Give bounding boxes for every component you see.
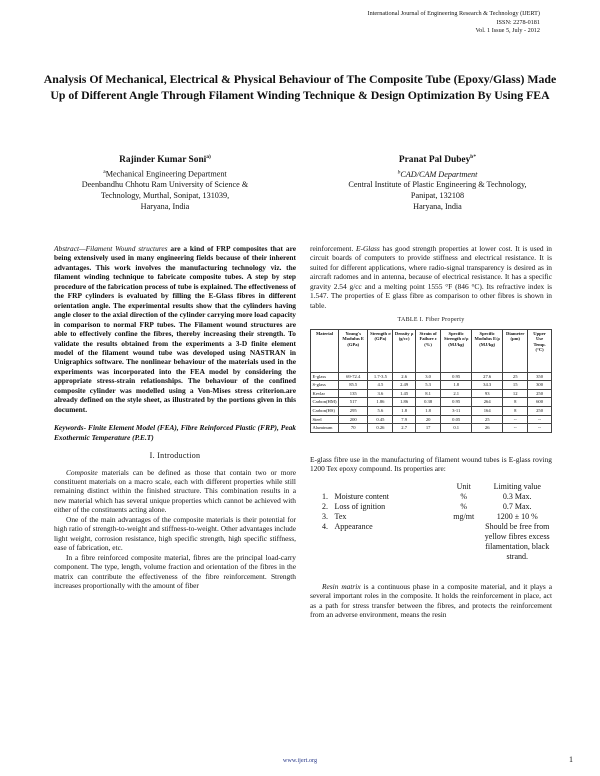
limit-header: Limiting value (493, 481, 541, 491)
table-header-cell: Upper Use Temp. (°C) (528, 329, 552, 372)
property-value: 1200 ± 10 % (496, 511, 538, 521)
author-name: Pranat Pal Dubey$^{b*}$ (398, 154, 477, 166)
table-cell: S-glass (311, 381, 339, 390)
issn: ISSN: 2278-0181 (496, 18, 540, 26)
table-cell: 17 (415, 424, 440, 433)
property-number: 1. (322, 491, 328, 501)
property-row (310, 502, 552, 512)
author-block-2 (305, 151, 570, 212)
property-unit (445, 522, 482, 562)
table-cell: 0.95 (441, 398, 472, 407)
property-name: Loss of ignition (334, 501, 386, 511)
table-row (311, 372, 552, 381)
table-cell: 2.1 (441, 389, 472, 398)
table-cell: 15 (503, 381, 528, 390)
paper-title: Analysis Of Mechanical, Electrical & Physical Behaviour of The Composite Tube (Epoxy/Glass) Made Up of Different Angle Through Filament Winding Technique & Design Optimization By Using FEA (43, 72, 557, 102)
table-cell: E-glass (311, 372, 339, 381)
table-cell: Carbon(HS) (311, 407, 339, 416)
property-name: Moisture content (334, 491, 389, 501)
property-unit: % (460, 491, 468, 501)
journal-header (368, 10, 540, 36)
table-cell: Carbon(HM) (311, 398, 339, 407)
table-header-cell: Strain of Failure ε (%) (415, 329, 440, 372)
table-cell: -- (528, 415, 552, 424)
table-cell: 7.9 (393, 415, 416, 424)
table-cell: 1.8 (441, 381, 472, 390)
keywords: Keywords- Finite Element Model (FEA), Fibre Reinforced Plastic (FRP), Peak Exothermic Temperature (P.E.T) (54, 423, 296, 442)
table-cell: 27.6 (472, 372, 503, 381)
author-affiliation: Deenbandhu Chhotu Ram University of Science & (81, 180, 249, 190)
author-affiliation: Haryana, India (413, 201, 462, 211)
property-row (310, 492, 552, 502)
table-row (311, 398, 552, 407)
properties-header (310, 482, 552, 492)
table-cell: 4.5 (368, 381, 393, 390)
author-affiliation: Central Institute of Plastic Engineering & Technology, (348, 180, 527, 190)
footer-url: www.ijert.org (282, 757, 318, 764)
table-cell: 350 (528, 372, 552, 381)
table-row (311, 415, 552, 424)
journal-name: International Journal of Engineering Research & Technology (IJERT) (367, 10, 540, 17)
property-value: Should be free from yellow fibres excess filamentation, black strand. (484, 521, 550, 561)
properties-list (310, 482, 552, 562)
table-cell: 3.0 (415, 372, 440, 381)
table-cell: -- (503, 424, 528, 433)
table-cell: 70 (339, 424, 368, 433)
property-row (310, 512, 552, 522)
table-cell: 8.1 (415, 389, 440, 398)
table-cell: 25 (503, 372, 528, 381)
table-row (311, 407, 552, 416)
table-cell: 517 (339, 398, 368, 407)
page-number: 1 (569, 755, 573, 764)
table-header-cell: Material (311, 329, 339, 372)
paragraph: One of the main advantages of the composite materials is their potential for high ratio of strength-to-weight and stiffness-to-weight. Other advantages include light weight, corrosion resistance, high specific strength, high specific stiffness, ease of fabrication, etc. (54, 514, 296, 553)
table-cell: -- (528, 424, 552, 433)
table-cell: 12 (503, 389, 528, 398)
table-cell: 2.6 (393, 372, 416, 381)
table-cell: 1.7-3.5 (368, 372, 393, 381)
table-cell: 300 (528, 381, 552, 390)
author-affiliation: Haryana, India (140, 201, 190, 211)
paragraph: In a fibre reinforced composite material, fibres are the principal load-carry component. The type, length, volume fraction and orientation of the fibres in the matrix can contribute the effectiveness of the fibre reinforcement. Strength increases proportionally with the amount of fiber (54, 552, 296, 590)
table-cell: 0.38 (415, 398, 440, 407)
table-cell: 0.95 (441, 372, 472, 381)
table-cell: 1.86 (368, 398, 393, 407)
property-name: Appearance (334, 521, 373, 531)
table-row (311, 381, 552, 390)
table-cell: 1.86 (393, 398, 416, 407)
table-header-cell: Density ρ (g/cc) (393, 329, 416, 372)
table-header-cell: Specific Modulus E/ρ (MJ/kg) (472, 329, 503, 372)
table-cell: 26 (472, 424, 503, 433)
table-cell: 164 (472, 407, 503, 416)
table-cell: 5.3 (415, 381, 440, 390)
table-row (311, 389, 552, 398)
table-cell: 2.49 (393, 381, 416, 390)
table-cell: 0.26 (368, 424, 393, 433)
table-cell: 200 (339, 415, 368, 424)
table-cell: Aluminum (311, 424, 339, 433)
paragraph: E-glass fibre use in the manufacturing of filament wound tubes is E-glass roving 1200 Tex epoxy compound. Its properties are: (310, 454, 552, 474)
table-cell: 1.45 (393, 389, 416, 398)
table-cell: 0.05 (441, 415, 472, 424)
author-affiliation: $^b$CAD/CAM Department (397, 169, 478, 179)
left-column (54, 244, 296, 590)
table-cell: 3-11 (441, 407, 472, 416)
table-cell: 25 (472, 415, 503, 424)
paragraph: Composite materials can be defined as those that contain two or more constituent materials on a macro scale, each with different properties while still remaining distinct within the finished structure. This combination results in a new material which has several unique properties which cannot be achieved with either of the constituents acting alone. (54, 467, 296, 515)
table-cell: 93 (472, 389, 503, 398)
table-cell: 8 (503, 398, 528, 407)
table-cell: Steel (311, 415, 339, 424)
table-cell: 3.6 (368, 389, 393, 398)
property-number: 4. (322, 521, 328, 531)
table-cell: 1.8 (415, 407, 440, 416)
author-affiliation: Technology, Murthal, Sonipat, 131039, (100, 191, 230, 201)
section-heading: I. Introduction (149, 451, 201, 461)
abstract: Abstract—Filament Wound structures are a kind of FRP composites that are being extensively used in many engineering fields because of their inherent advantages. This work involves the manufacturing technology viz. the filament winding technique to fabricate composite tubes. A step by step procedure of the fabrication process of tube is explained. The effectiveness of the FRP cylinders is evaluated by filling the E-Glass fibres in different orientation angle. The experimental results show that the cylinders having angle closer to the axial direction of the cylinder carrying more load capacity in comparison to normal FRP tubes. The Filament wound structures are able to effectively confine the fibres, thereby increasing their strength. To validate the results obtained from the experiments a 3-D finite element model of the filament wound tube was developed using NASTRAN in Unigraphics software. The nonlinear behaviour of the materials used in the experiments was incorporated into the FEA model by considering the appropriate stress-strain relationships. The behaviour of the confined composite cylinder was modelled using a Von-Mises stress criterion.are already defined on the style sheet, as illustrated by the portions given in this document. (54, 244, 296, 414)
table-cell: 295 (339, 407, 368, 416)
table-cell: 69-72.4 (339, 372, 368, 381)
table-cell: 264 (472, 398, 503, 407)
table-cell: 1.8 (393, 407, 416, 416)
property-unit: mg/mt (453, 511, 475, 521)
table-header-cell: Strength σ (GPa) (368, 329, 393, 372)
table-cell: 135 (339, 389, 368, 398)
property-row (310, 522, 552, 562)
table-cell: 0.45 (368, 415, 393, 424)
table-cell: 250 (528, 407, 552, 416)
table-cell: 85.5 (339, 381, 368, 390)
property-unit: % (460, 501, 468, 511)
table-cell: 20 (415, 415, 440, 424)
table-cell: 0.1 (441, 424, 472, 433)
paragraph: reinforcement. E-Glass has good strength properties at lower cost. It is used in circuit boards of computers to provide stiffness and electrical resistance. It is suited for different applications, where radio-signal transparency is desired as in aircraft radomes and in antenna, because of electrical resistance. It has a specific gravity 2.54 g/cc and a melting point 1555 °F (846 °C). Its refractive index is 1.547. The properties of E glass fibre as comparison to other fibres is shown in table. (310, 244, 552, 310)
table-cell: 34.3 (472, 381, 503, 390)
table-cell: Kevlar (311, 389, 339, 398)
table-header-cell: Young's Modulus E (GPa) (339, 329, 368, 372)
table-cell: 8 (503, 407, 528, 416)
table-header-cell: Specific Strength σ/ρ (MJ/kg) (441, 329, 472, 372)
property-number: 2. (322, 501, 328, 511)
author-block-1 (40, 151, 290, 212)
paragraph: Resin matrix is a continuous phase in a composite material, and it plays a several important roles in the composite. It holds the reinforcement in place, act as a path for stress transfer between the fibres, and protects the reinforcement from an adverse environment, means the resin (310, 581, 552, 620)
table-cell: -- (503, 415, 528, 424)
table-cell: 5.6 (368, 407, 393, 416)
author-name: Rajinder Kumar Soni$^{a)}$ (119, 154, 211, 166)
table-header-cell: Diameter (μm) (503, 329, 528, 372)
table-cell: 2.7 (393, 424, 416, 433)
author-affiliation: $^a$Mechanical Engineering Department (103, 169, 227, 179)
property-value: 0.7 Max. (502, 501, 532, 511)
unit-header: Unit (456, 481, 471, 491)
property-value: 0.3 Max. (502, 491, 532, 501)
table-row (311, 424, 552, 433)
property-name: Tex (334, 511, 347, 521)
volume-issue: Vol. 1 Issue 5, July - 2012 (475, 27, 540, 35)
table-cell: 600 (528, 398, 552, 407)
property-number: 3. (322, 511, 328, 521)
table-caption: TABLE I. Fiber Property (397, 317, 465, 324)
author-affiliation: Panipat, 132108 (410, 191, 465, 201)
table-cell: 250 (528, 389, 552, 398)
right-column (310, 244, 552, 620)
fiber-property-table (310, 329, 552, 433)
